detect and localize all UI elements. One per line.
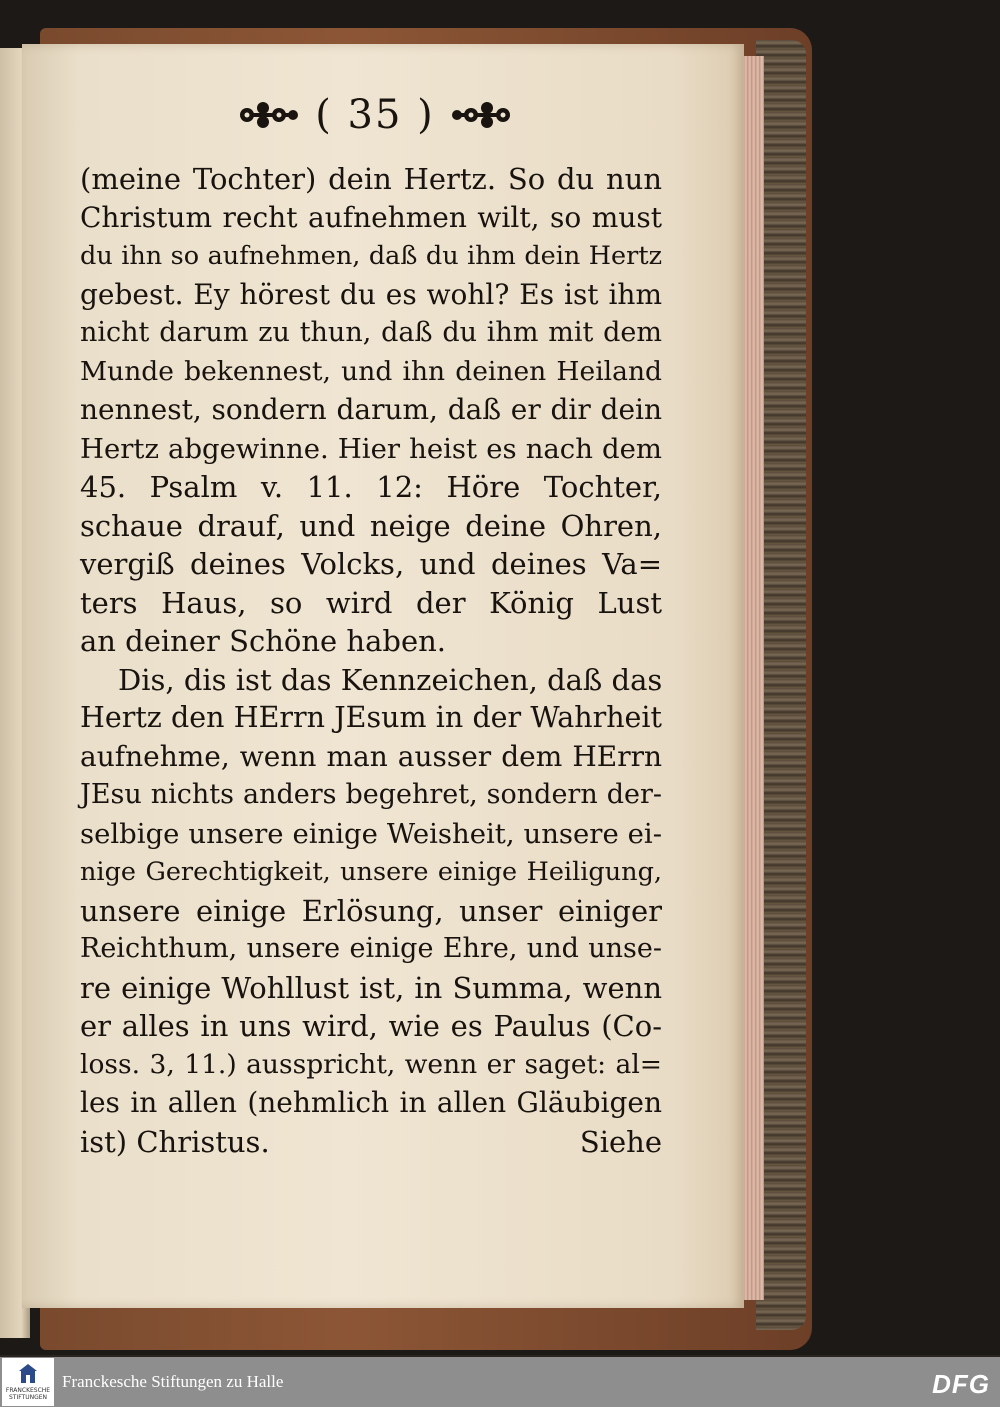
text-line: nennest, sondern darum, daß er dir dein (80, 393, 662, 426)
text-line: loss. 3, 11.) ausspricht, wenn er saget: al= (80, 1048, 662, 1080)
text-line: nicht darum zu thun, daß du ihm mit dem (80, 317, 662, 348)
building-icon (18, 1363, 38, 1387)
text-line: schaue drauf, und neige deine Ohren, (80, 508, 662, 543)
footer-bar (0, 1357, 1000, 1407)
text-line: JEsu nichts anders begehret, sondern der- (80, 779, 662, 810)
left-ornament-icon (235, 98, 301, 132)
text-line: Hertz den HErrn JEsum in der Wahrheit (80, 701, 662, 734)
institution-logo (2, 1358, 54, 1406)
text-line: re einige Wohllust ist, in Summa, wenn (80, 970, 662, 1005)
text-line: ters Haus, so wird der König Lust (80, 585, 662, 620)
text-line: nige Gerechtigkeit, unsere einige Heiligung, (80, 857, 662, 887)
text-line: ist) Christus. (80, 1124, 270, 1159)
text-line: les in allen (nehmlich in allen Gläubigen (80, 1086, 662, 1119)
text-line: du ihn so aufnehmen, daß du ihm dein Hertz (80, 241, 662, 271)
text-line: an deiner Schöne haben. (80, 624, 446, 658)
page-number: ( 35 ) (315, 92, 435, 138)
text-line: Dis, dis ist das Kennzeichen, daß das (118, 662, 663, 697)
catchword: Siehe (579, 1124, 662, 1159)
text-line: Christum recht aufnehmen wilt, so must (80, 200, 662, 234)
right-ornament-icon (449, 98, 515, 132)
text-line: Reichthum, unsere einige Ehre, und unse- (80, 933, 662, 964)
text-line: 45. Psalm v. 11. 12: Höre Tochter, (80, 470, 662, 504)
text-line: Hertz abgewinne. Hier heist es nach dem (80, 432, 662, 465)
text-line: aufnehme, wenn man ausser dem HErrn (80, 739, 662, 773)
text-line: (meine Tochter) dein Hertz. So du nun (80, 162, 662, 196)
text-line: vergiß deines Volcks, und deines Va= (80, 547, 662, 581)
text-line: unsere einige Erlösung, unser einiger (80, 893, 662, 928)
text-line: gebest. Ey hörest du es wohl? Es ist ihm (80, 277, 662, 311)
body-text (80, 160, 662, 1161)
institution-name: Franckesche Stiftungen zu Halle (62, 1372, 284, 1391)
last-line (80, 1123, 662, 1162)
dfg-logo: DFG (932, 1369, 990, 1399)
text-line: selbige unsere einige Weisheit, unsere ei- (80, 817, 662, 850)
text-line: er alles in uns wird, wie es Paulus (Co- (80, 1009, 662, 1043)
text-line: Munde bekennest, und ihn deinen Heiland (80, 355, 662, 387)
page-header (230, 90, 520, 140)
logo-text: FRANCKESCHE STIFTUNGEN (5, 1387, 51, 1401)
